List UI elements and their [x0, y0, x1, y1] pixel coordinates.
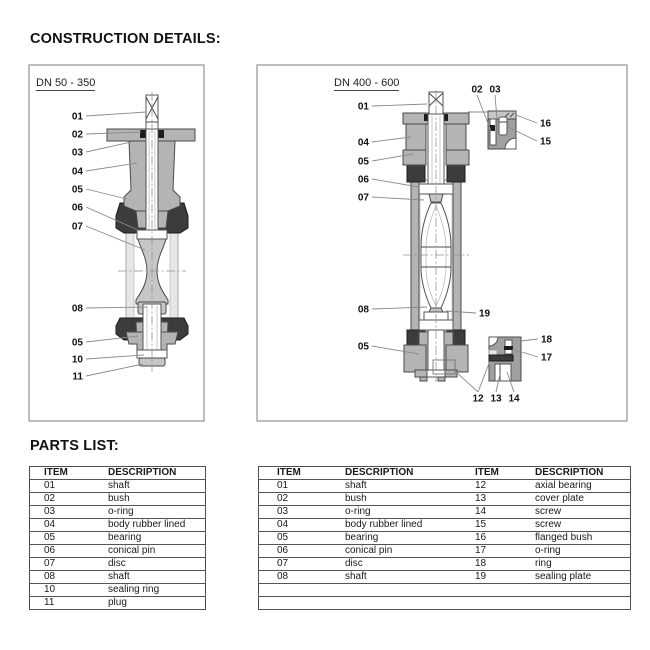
parts-list-title: PARTS LIST: — [30, 438, 119, 454]
parts-table-left — [29, 466, 206, 610]
table-cell: screw — [527, 519, 631, 532]
diagram-label-left: DN 50 - 350 — [36, 77, 96, 89]
table-cell: conical pin — [102, 545, 206, 558]
table-cell: 10 — [30, 584, 103, 597]
callout-label: 11 — [72, 371, 83, 383]
table-cell: o-ring — [527, 545, 631, 558]
header-row — [30, 467, 206, 480]
table-cell: sealing ring — [102, 584, 206, 597]
callout-label: 08 — [357, 304, 369, 316]
table-cell: 16 — [466, 532, 527, 545]
table-row — [30, 506, 206, 519]
table-cell: shaft — [339, 571, 466, 584]
table-cell: 15 — [466, 519, 527, 532]
table-cell: shaft — [102, 480, 206, 493]
callout-label: 08 — [71, 303, 83, 315]
table-cell: 12 — [466, 480, 527, 493]
table-cell: 02 — [259, 493, 340, 506]
callout-label: 07 — [71, 221, 83, 233]
table-cell: bush — [102, 493, 206, 506]
valve-right-drawing — [403, 90, 469, 382]
table-row — [30, 584, 206, 597]
table-cell: bearing — [339, 532, 466, 545]
table-cell: 11 — [30, 597, 103, 610]
table-row — [259, 584, 631, 597]
table-row — [30, 571, 206, 584]
table-cell: axial bearing — [527, 480, 631, 493]
table-cell: plug — [102, 597, 206, 610]
table-cell — [259, 597, 340, 610]
table-cell: 08 — [30, 571, 103, 584]
table-cell: cover plate — [527, 493, 631, 506]
callout-label: 03 — [489, 84, 501, 96]
table-cell: shaft — [102, 571, 206, 584]
table-cell: 17 — [466, 545, 527, 558]
table-row — [30, 532, 206, 545]
table-row — [259, 493, 631, 506]
page-title: CONSTRUCTION DETAILS: — [30, 31, 221, 47]
column-header: DESCRIPTION — [527, 467, 631, 480]
table-row — [259, 597, 631, 610]
table-cell: 06 — [30, 545, 103, 558]
callout-label: 12 — [472, 393, 484, 405]
table-row — [30, 597, 206, 610]
table-cell: 19 — [466, 571, 527, 584]
table-row — [30, 545, 206, 558]
callout-label: 05 — [357, 341, 369, 353]
table-cell: 06 — [259, 545, 340, 558]
callout-label: 06 — [357, 174, 369, 186]
table-cell: screw — [527, 506, 631, 519]
callout-label: 01 — [357, 101, 369, 113]
table-cell: conical pin — [339, 545, 466, 558]
table-cell: body rubber lined — [102, 519, 206, 532]
table-cell — [339, 597, 466, 610]
table-cell — [339, 584, 466, 597]
column-header: ITEM — [259, 467, 340, 480]
callout-label: 18 — [541, 334, 553, 346]
table-cell — [259, 584, 340, 597]
callout-label: 04 — [357, 137, 369, 149]
table-cell: disc — [339, 558, 466, 571]
table-cell: 04 — [259, 519, 340, 532]
table-cell: bearing — [102, 532, 206, 545]
table-row — [30, 558, 206, 571]
table-row — [30, 519, 206, 532]
table-cell: 01 — [30, 480, 103, 493]
table-cell: body rubber lined — [339, 519, 466, 532]
table-cell — [466, 584, 527, 597]
callout-label: 04 — [71, 166, 83, 178]
column-header: ITEM — [466, 467, 527, 480]
table-cell — [466, 597, 527, 610]
table-cell: 03 — [30, 506, 103, 519]
table-cell: sealing plate — [527, 571, 631, 584]
callout-label: 16 — [540, 118, 552, 130]
detail-inset-bottom — [489, 337, 521, 381]
table-row — [259, 532, 631, 545]
table-cell: bush — [339, 493, 466, 506]
table-cell: 13 — [466, 493, 527, 506]
column-header: ITEM — [30, 467, 103, 480]
callout-label: 03 — [71, 147, 83, 159]
callout-label: 02 — [71, 129, 83, 141]
table-cell: 04 — [30, 519, 103, 532]
table-row — [30, 493, 206, 506]
callout-label: 14 — [508, 393, 520, 405]
table-cell — [527, 584, 631, 597]
column-header: DESCRIPTION — [339, 467, 466, 480]
table-cell: 07 — [259, 558, 340, 571]
table-cell: disc — [102, 558, 206, 571]
column-header: DESCRIPTION — [102, 467, 206, 480]
callout-label: 17 — [541, 352, 553, 364]
table-row — [259, 558, 631, 571]
parts-table-right — [258, 466, 631, 610]
table-cell: 01 — [259, 480, 340, 493]
table-cell: o-ring — [102, 506, 206, 519]
table-cell: shaft — [339, 480, 466, 493]
table-cell: 14 — [466, 506, 527, 519]
diagram-label-right: DN 400 - 600 — [334, 77, 400, 89]
callout-label: 01 — [71, 111, 83, 123]
table-row — [259, 545, 631, 558]
callout-label: 06 — [71, 202, 83, 214]
table-row — [259, 519, 631, 532]
table-cell: o-ring — [339, 506, 466, 519]
detail-inset-top — [488, 111, 516, 149]
table-row — [259, 480, 631, 493]
callout-label: 05 — [71, 337, 83, 349]
callout-label: 02 — [471, 84, 483, 96]
table-row — [30, 480, 206, 493]
table-cell: 03 — [259, 506, 340, 519]
callout-label: 19 — [479, 308, 491, 320]
callout-label: 10 — [71, 354, 83, 366]
table-cell: 08 — [259, 571, 340, 584]
callout-label: 07 — [357, 192, 369, 204]
table-row — [259, 571, 631, 584]
table-cell: 07 — [30, 558, 103, 571]
table-cell — [527, 597, 631, 610]
table-cell: 18 — [466, 558, 527, 571]
callout-label: 05 — [71, 184, 83, 196]
table-cell: 05 — [30, 532, 103, 545]
table-cell: ring — [527, 558, 631, 571]
table-row — [259, 506, 631, 519]
table-cell: 02 — [30, 493, 103, 506]
callout-label: 05 — [357, 156, 369, 168]
callout-label: 13 — [490, 393, 502, 405]
callout-label: 15 — [540, 136, 552, 148]
table-cell: flanged bush — [527, 532, 631, 545]
table-cell: 05 — [259, 532, 340, 545]
header-row — [259, 467, 631, 480]
